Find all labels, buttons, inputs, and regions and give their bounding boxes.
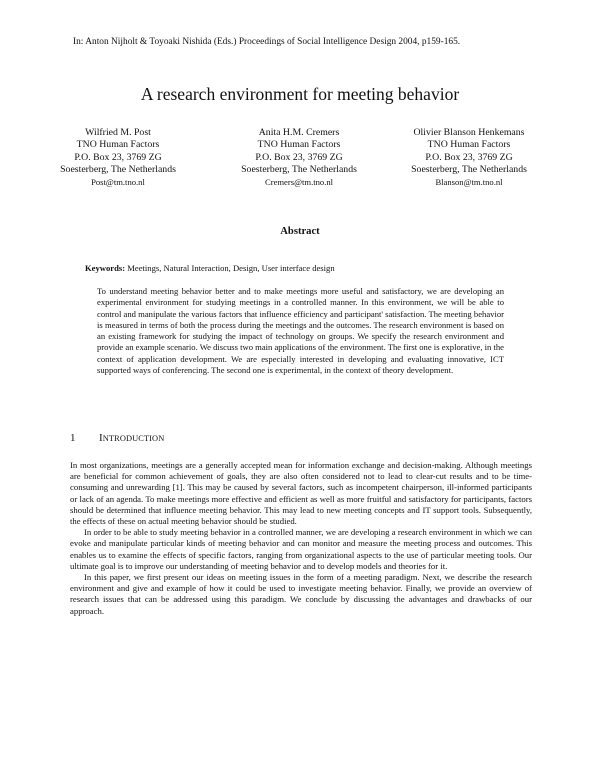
- author-email: Cremers@tm.tno.nl: [264, 177, 334, 188]
- section-title: [99, 432, 164, 444]
- author-org: TNO Human Factors: [427, 139, 511, 151]
- keywords-text: Meetings, Natural Interaction, Design, User interface design: [127, 263, 335, 273]
- author-2: [224, 127, 374, 188]
- author-city: Soesterberg, The Netherlands: [60, 163, 176, 175]
- author-email: Post@tm.tno.nl: [91, 177, 145, 188]
- running-header: In: Anton Nijholt & Toyoaki Nishida (Eds.) Proceedings of Social Intelligence Design 2004, p159-165.: [73, 37, 461, 47]
- author-name: Wilfried M. Post: [85, 127, 151, 138]
- author-city: Soesterberg, The Netherlands: [241, 163, 357, 175]
- author-org: TNO Human Factors: [257, 139, 341, 151]
- author-email: Blanson@tm.tno.nl: [435, 177, 503, 188]
- paper-title: A research environment for meeting behavior: [140, 84, 460, 104]
- paragraph: In most organizations, meetings are a generally accepted mean for information exchange and decision-making. Although meetings are beneficial for common achievement of goals, they are also often considered not to lead to clear-cut results and to be time-consuming and unrewarding [1]. This may be caused by several factors, such as incompetent chairperson, ill-informed participants or lack of an agenda. To make meetings more effective and efficient as well as more fruitful and satisfactory for participants, factors should be determined that influence meeting behavior. This may lead to new meeting concepts and IT support tools. Subsequently, the effects of these on actual meeting behavior should be studied.: [70, 460, 532, 527]
- section-title-initial: I: [99, 432, 103, 444]
- author-address: P.O. Box 23, 3769 ZG: [74, 151, 162, 163]
- author-name: Anita H.M. Cremers: [258, 127, 340, 138]
- abstract-heading: Abstract: [280, 226, 320, 237]
- author-name: Olivier Blanson Henkemans: [413, 127, 525, 138]
- author-3: [394, 127, 544, 188]
- section-title-rest: NTRODUCTION: [102, 434, 165, 443]
- author-city: Soesterberg, The Netherlands: [411, 163, 527, 175]
- paragraph: In order to be able to study meeting behavior in a controlled manner, we are developing a research environment in which we can evoke and manipulate particular kinds of meeting behavior and can monitor and measure the meeting process and outcomes. This enables us to examine the effects of specific factors, ranging from organizational aspects to the use of particular meeting tools. Our ultimate goal is to improve our understanding of meeting behavior and to develop models and theories for it.: [70, 527, 532, 571]
- author-address: P.O. Box 23, 3769 ZG: [255, 151, 343, 163]
- section-number: 1: [70, 432, 76, 444]
- introduction-body: [70, 460, 532, 617]
- keywords-line: [85, 263, 335, 273]
- section-heading: [70, 432, 164, 444]
- keywords-label: Keywords:: [85, 263, 126, 273]
- paragraph: In this paper, we first present our ideas on meeting issues in the form of a meeting paradigm. Next, we describe the research environment and give and example of how it could be used to investigate meeting behavior. Finally, we provide an overview of research issues that can be addressed using this paradigm. We conclude by discussing the advantages and drawbacks of our approach.: [70, 572, 532, 616]
- author-address: P.O. Box 23, 3769 ZG: [425, 151, 513, 163]
- author-1: [43, 127, 193, 188]
- abstract-body: To understand meeting behavior better and to make meetings more useful and satisfactory, we are developing an experimental environment for studying meetings in a controlled manner. In this environment, we will be able to control and manipulate the various factors that influence efficiency and participant' satisfaction. The meeting behavior is measured in terms of both the process during the meetings and the outcomes. The research environment is based on an existing framework for studying the impact of technology on groups. We specify the research environment and provide an example scenario. We discuss two main applications of the environment. The first one is explorative, in the context of application development. We are especially interested in developing and evaluating innovative, ICT supported ways of conferencing. The second one is experimental, in the context of theory development.: [97, 286, 504, 376]
- author-org: TNO Human Factors: [76, 139, 160, 151]
